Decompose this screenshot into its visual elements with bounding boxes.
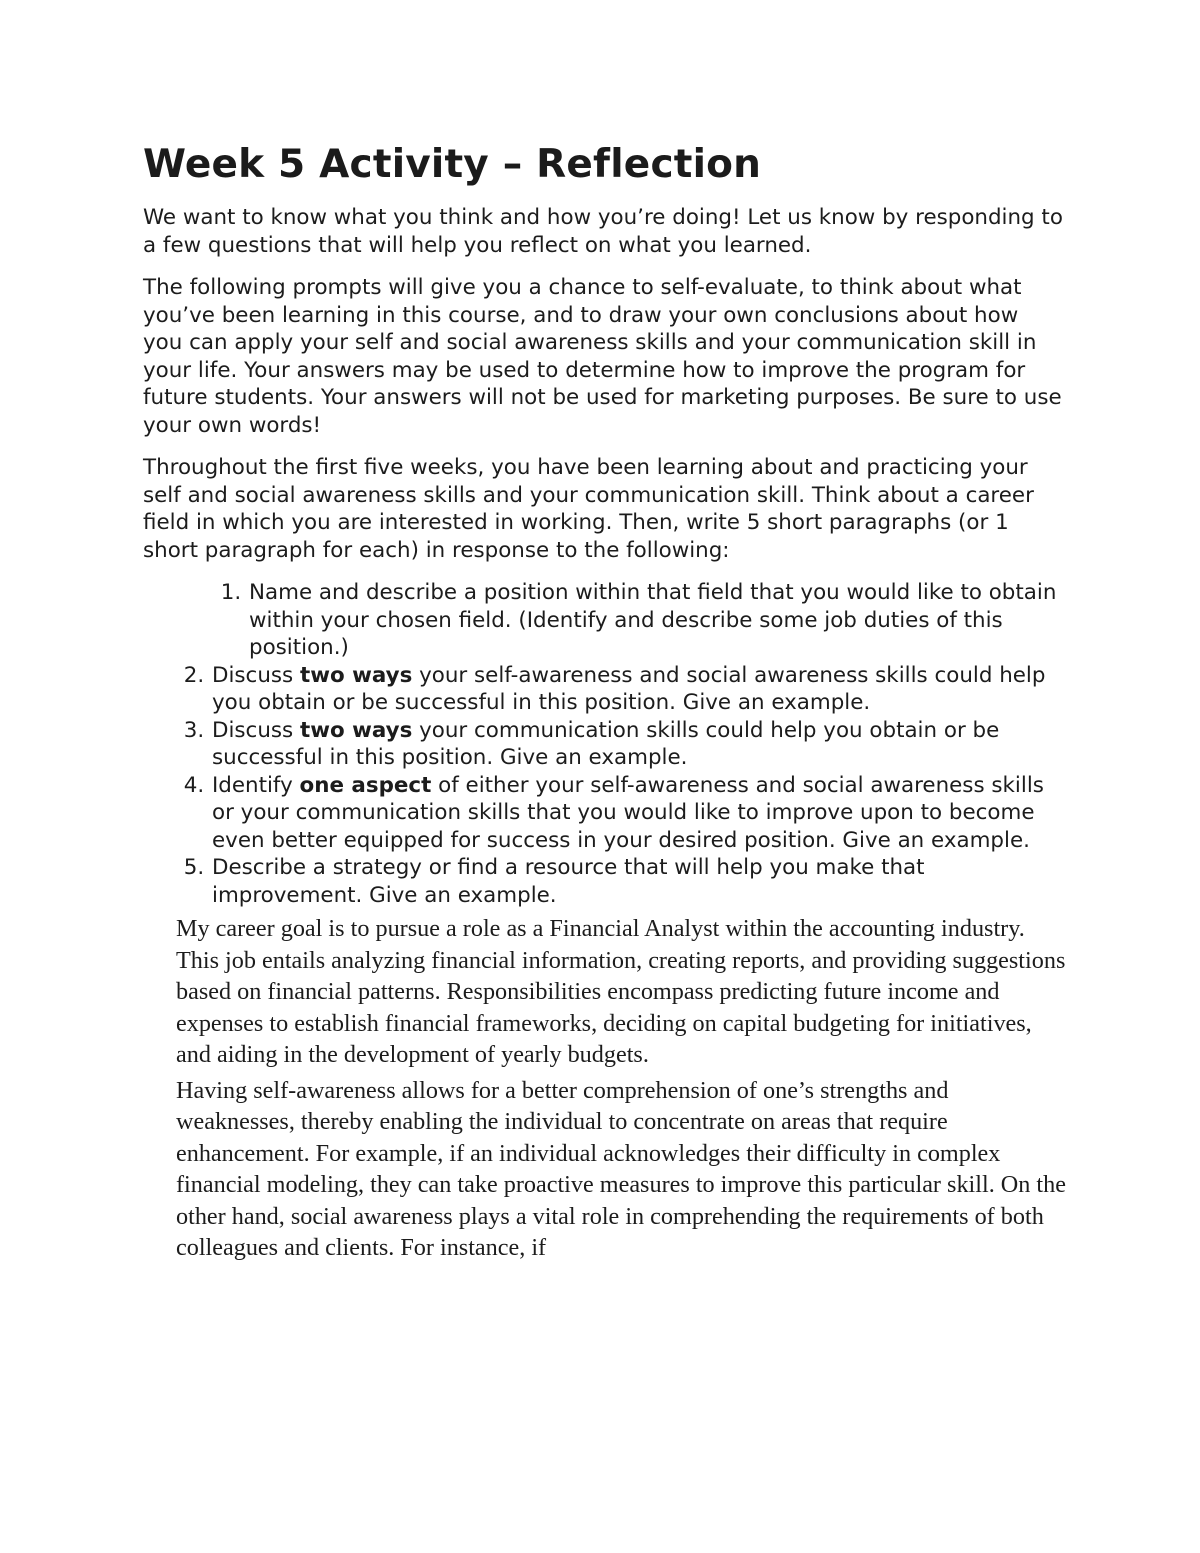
response-paragraph: Having self-awareness allows for a better comprehension of one’s strengths and weaknesses, thereby enabling the individual to concentrate on areas that require enhancement. For example, if an individual acknowledges their difficulty in complex financial modeling, they can take proactive measures to improve this particular skill. On the other hand, social awareness plays a vital role in comprehending the requirements of both colleagues and clients. For instance, if: [176, 1076, 1066, 1261]
page-title: Week 5 Activity – Reflection: [143, 142, 762, 187]
intro-paragraph: We want to know what you think and how you’re doing! Let us know by responding to a few questions that will help you reflect on what you learned.: [143, 205, 1063, 258]
prompt-text: Identify: [212, 772, 300, 798]
prompt-text: Name and describe a position within that field that you would like to obtain within your chosen field. (Identify and describe some job duties of this position.): [249, 580, 1057, 660]
assignment-paragraph: Throughout the first five weeks, you have been learning about and practicing your self and social awareness skills and your communication skill. Think about a career field in which you are interested in working. Then, write 5 short paragraphs (or 1 short paragraph for each) in response to the following:: [143, 455, 1034, 563]
prompt-list: [143, 579, 1063, 909]
prompt-item-2: [211, 662, 1063, 717]
prompt-text: Describe a strategy or find a resource that will help you make that improvement. Give an example.: [212, 855, 925, 908]
prompt-emphasis: one aspect: [299, 772, 432, 798]
prompt-text: your communication skills could help you obtain or be successful in this position. Give an example.: [212, 717, 1000, 770]
prompt-emphasis: two ways: [299, 662, 413, 688]
prompt-item-3: [211, 717, 1063, 772]
prompt-text: of either your self-awareness and social awareness skills or your communication skills that you would like to improve upon to become even better equipped for success in your desired position. Give an example.: [212, 772, 1044, 853]
prompt-text: Discuss: [212, 662, 300, 688]
prompt-item-4: [211, 772, 1063, 855]
document-body: [143, 142, 1066, 1268]
prompt-emphasis: two ways: [299, 717, 413, 743]
response-paragraph: My career goal is to pursue a role as a Financial Analyst within the accounting industry. This job entails analyzing financial information, creating reports, and providing suggestions based on financial patterns. Responsibilities encompass predicting future income and expenses to establish financial frameworks, deciding on capital budgeting for initiatives, and aiding in the development of yearly budgets.: [176, 915, 1066, 1068]
prompt-item-1: [248, 579, 1063, 662]
prompt-text: your self-awareness and social awareness skills could help you obtain or be successful in this position. Give an example.: [212, 662, 1046, 715]
prompt-text: Discuss: [212, 717, 300, 743]
instructions-paragraph: The following prompts will give you a chance to self-evaluate, to think about what you’ve been learning in this course, and to draw your own conclusions about how you can apply your self and social awareness skills and your communication skill in your life. Your answers may be used to determine how to improve the program for future students. Your answers will not be used for marketing purposes. Be sure to use your own words!: [143, 275, 1062, 438]
prompt-item-5: [211, 854, 1063, 909]
